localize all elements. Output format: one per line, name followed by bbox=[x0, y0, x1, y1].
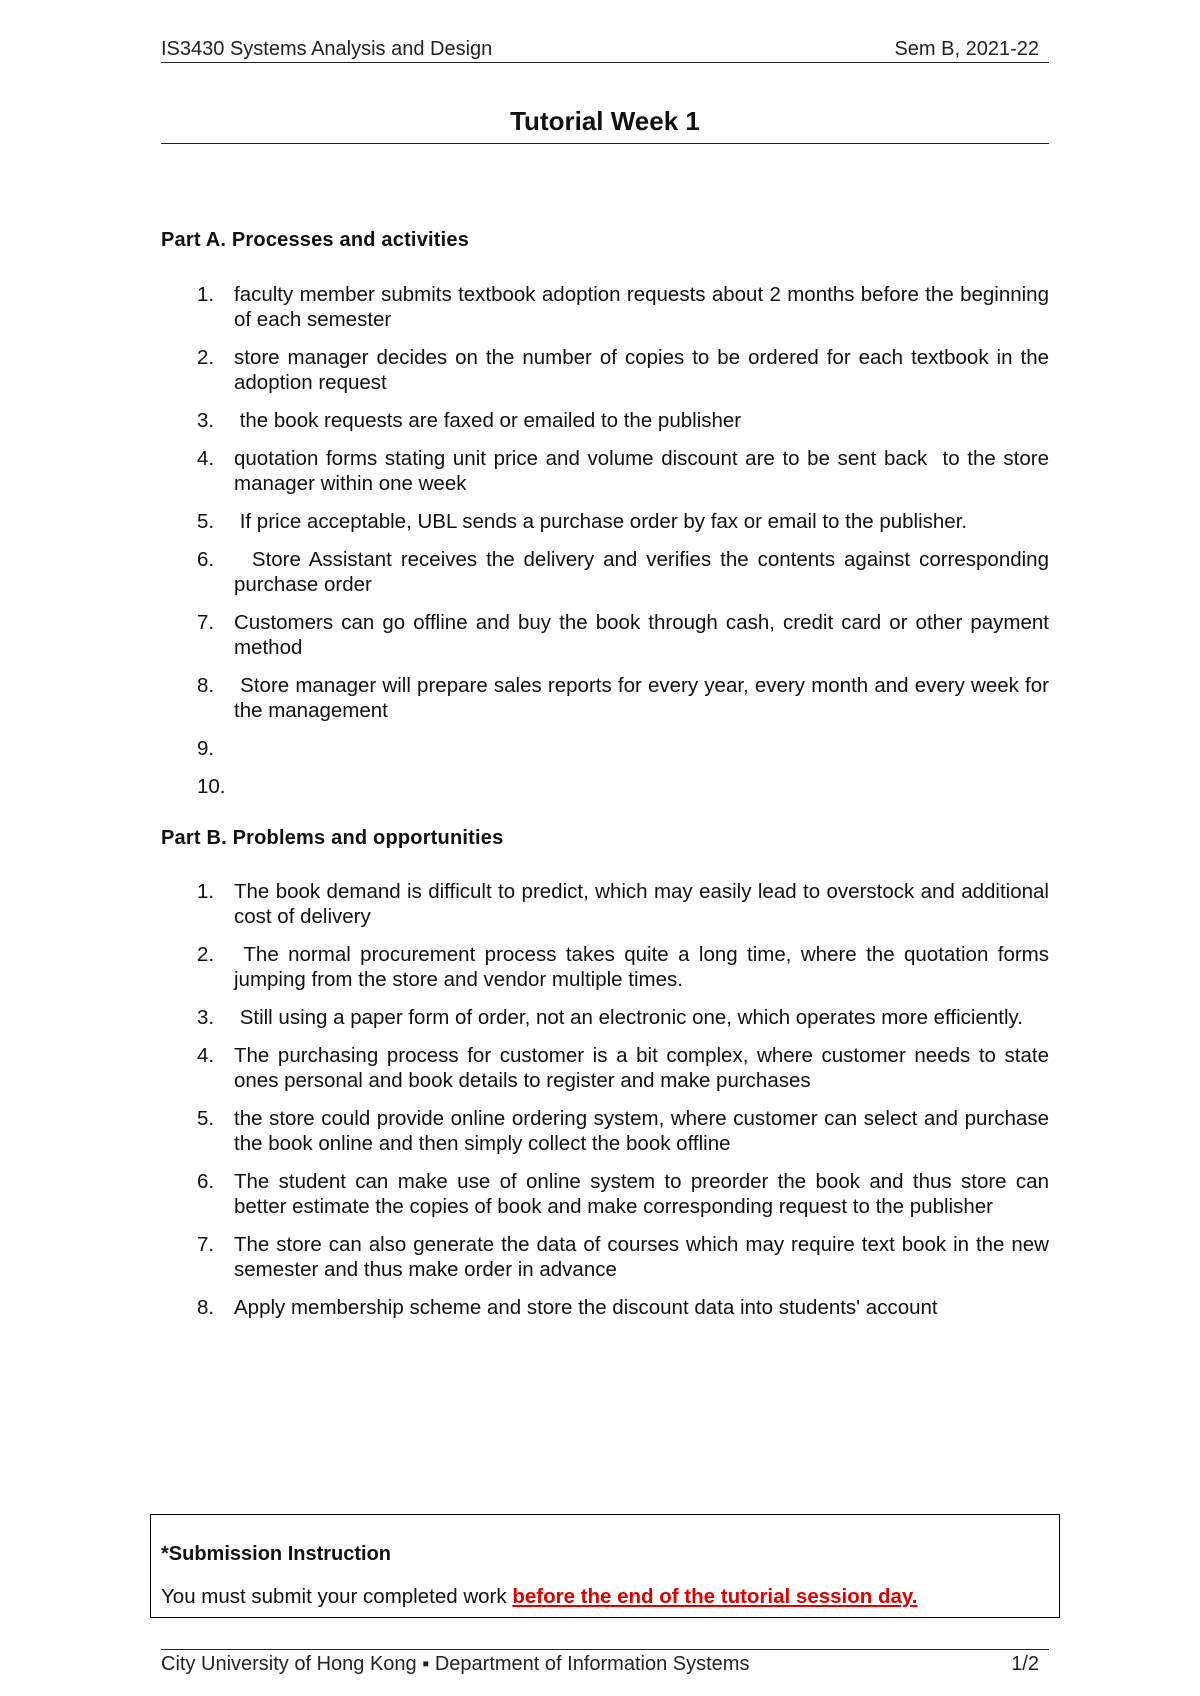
list-item-number: 5. bbox=[197, 510, 215, 533]
list-item-text: Store manager will prepare sales reports for every year, every month and every week for the management bbox=[234, 674, 1055, 722]
list-item bbox=[161, 1106, 1055, 1156]
list-item bbox=[161, 1043, 1055, 1093]
part-b-heading: Part B. Problems and opportunities bbox=[161, 827, 504, 849]
list-item bbox=[161, 1005, 1049, 1030]
list-item-number: 10. bbox=[197, 775, 226, 798]
list-item-number: 4. bbox=[197, 447, 215, 470]
list-item-text: The normal procurement process takes quite a long time, where the quotation forms jumping from the store and vendor multiple times. bbox=[234, 943, 1055, 991]
list-item bbox=[161, 1232, 1055, 1282]
list-item-number: 6. bbox=[197, 1170, 215, 1193]
page-number: 1/2 bbox=[1011, 1653, 1039, 1675]
list-item bbox=[161, 673, 1055, 723]
list-item bbox=[161, 509, 1049, 534]
list-item bbox=[161, 345, 1055, 395]
footer-organization: City University of Hong Kong ▪ Department of Information Systems bbox=[161, 1653, 750, 1675]
list-item-text: faculty member submits textbook adoption requests about 2 months before the beginning of each semester bbox=[234, 283, 1055, 331]
submission-body: You must submit your completed work bbox=[161, 1585, 513, 1608]
list-item bbox=[161, 1295, 1049, 1320]
list-item bbox=[161, 408, 1049, 433]
page-header bbox=[161, 36, 1049, 63]
submission-box-bottom-border bbox=[150, 1617, 1060, 1618]
list-item bbox=[161, 446, 1055, 496]
list-item-number: 8. bbox=[197, 674, 215, 697]
submission-title: *Submission Instruction bbox=[161, 1543, 392, 1565]
list-item-number: 6. bbox=[197, 548, 215, 571]
submission-text bbox=[161, 1585, 917, 1609]
list-item-text: The store can also generate the data of courses which may require text book in the new semester and thus make order in advance bbox=[234, 1233, 1055, 1281]
list-item-text: Apply membership scheme and store the discount data into students' account bbox=[234, 1296, 938, 1319]
list-item-text: store manager decides on the number of copies to be ordered for each textbook in the adoption request bbox=[234, 346, 1055, 394]
list-item-number: 1. bbox=[197, 283, 215, 306]
list-item-text: quotation forms stating unit price and volume discount are to be sent back to the store manager within one week bbox=[234, 447, 1055, 495]
list-item-number: 3. bbox=[197, 409, 215, 432]
list-item-text: The book demand is difficult to predict, which may easily lead to overstock and additional cost of delivery bbox=[234, 880, 1055, 928]
list-item-number: 7. bbox=[197, 611, 215, 634]
list-item-text: The purchasing process for customer is a bit complex, where customer needs to state ones personal and book details to register and make purchases bbox=[234, 1044, 1055, 1092]
list-item-number: 3. bbox=[197, 1006, 215, 1029]
course-title: IS3430 Systems Analysis and Design bbox=[161, 38, 493, 60]
part-a-list bbox=[161, 282, 1055, 812]
part-b-list bbox=[161, 879, 1055, 1333]
page-title: Tutorial Week 1 bbox=[161, 106, 1049, 144]
list-item bbox=[161, 942, 1055, 992]
part-a-heading: Part A. Processes and activities bbox=[161, 229, 470, 251]
list-item-number: 5. bbox=[197, 1107, 215, 1130]
list-item-number: 8. bbox=[197, 1296, 215, 1319]
list-item bbox=[161, 879, 1055, 929]
list-item bbox=[161, 774, 1049, 799]
list-item-text: Still using a paper form of order, not an electronic one, which operates more efficiently. bbox=[234, 1006, 1023, 1029]
page-footer bbox=[161, 1649, 1049, 1676]
list-item-text: The student can make use of online system to preorder the book and thus store can better estimate the copies of book and make corresponding request to the publisher bbox=[234, 1170, 1055, 1218]
list-item bbox=[161, 1169, 1055, 1219]
submission-deadline: before the end of the tutorial session day. bbox=[512, 1585, 918, 1608]
list-item-number: 7. bbox=[197, 1233, 215, 1256]
list-item-number: 2. bbox=[197, 346, 215, 369]
list-item bbox=[161, 610, 1055, 660]
list-item-text: the book requests are faxed or emailed to the publisher bbox=[234, 409, 742, 432]
list-item-number: 9. bbox=[197, 737, 215, 760]
list-item-number: 1. bbox=[197, 880, 215, 903]
list-item bbox=[161, 547, 1055, 597]
list-item-text: If price acceptable, UBL sends a purchase order by fax or email to the publisher. bbox=[234, 510, 968, 533]
list-item bbox=[161, 736, 1049, 761]
submission-instruction-box bbox=[150, 1514, 1060, 1618]
list-item-text: Store Assistant receives the delivery and verifies the contents against corresponding purchase order bbox=[234, 548, 1055, 596]
semester-label: Sem B, 2021-22 bbox=[894, 38, 1039, 60]
list-item-number: 2. bbox=[197, 943, 215, 966]
list-item-text: the store could provide online ordering system, where customer can select and purchase the book online and then simply collect the book offline bbox=[234, 1107, 1055, 1155]
list-item bbox=[161, 282, 1055, 332]
list-item-number: 4. bbox=[197, 1044, 215, 1067]
list-item-text: Customers can go offline and buy the book through cash, credit card or other payment method bbox=[234, 611, 1055, 659]
